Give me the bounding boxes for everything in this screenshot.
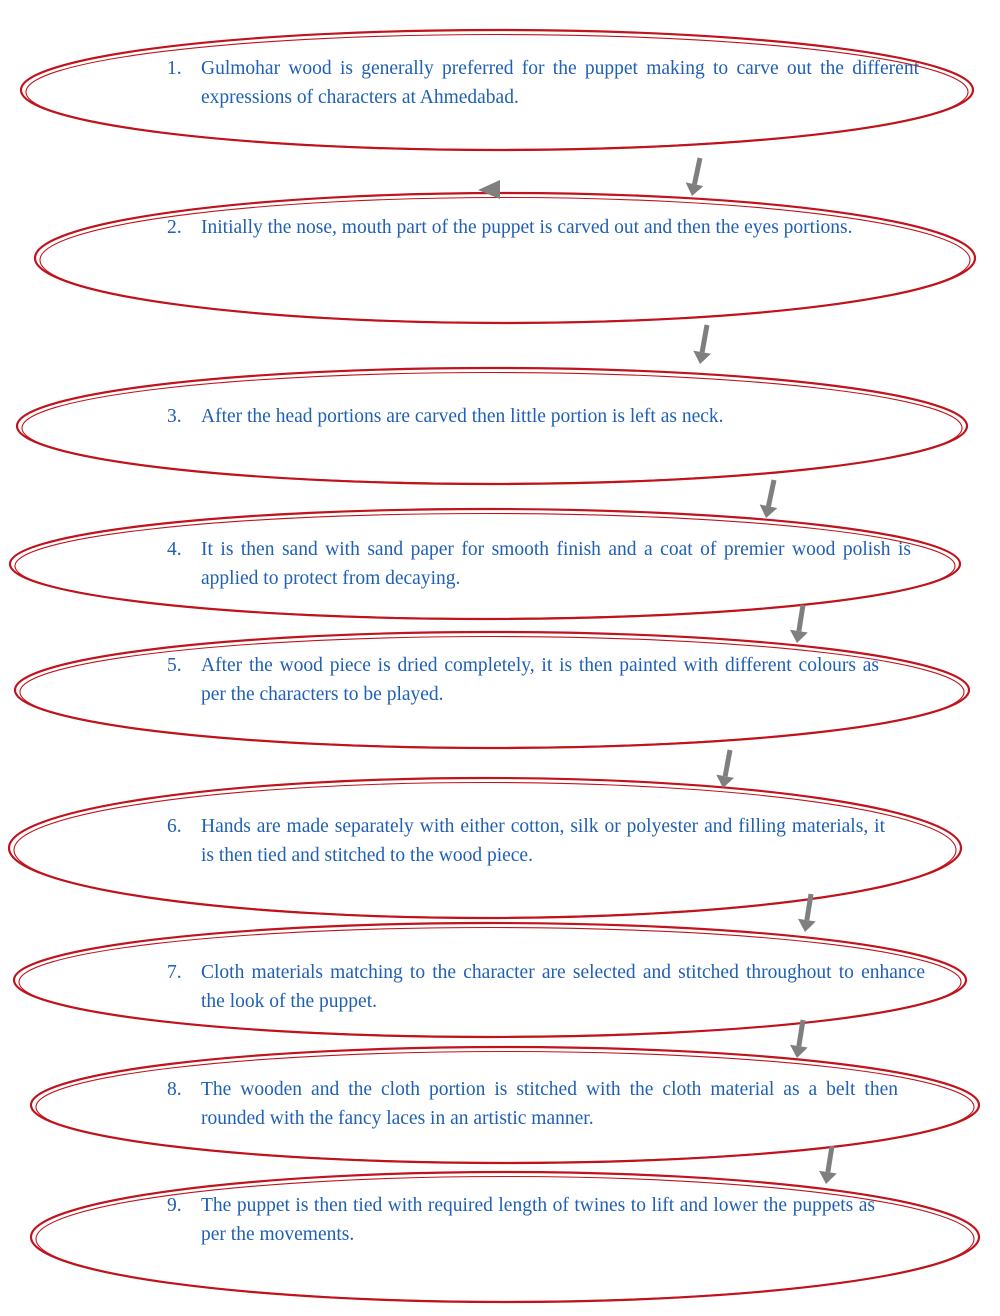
step-number: 5. (167, 655, 182, 676)
flow-arrow-1 (686, 158, 704, 196)
step-number: 8. (167, 1079, 182, 1100)
step-description: After the head portions are carved then little portion is left as neck. (201, 406, 724, 427)
flow-arrow-4 (790, 605, 808, 643)
step-6-text (167, 813, 885, 870)
flow-arrow-7 (790, 1020, 808, 1058)
flow-arrow-2 (693, 325, 711, 364)
flow-arrow-8 (819, 1146, 837, 1184)
step-description: Hands are made separately with either cotton, silk or polyester and filling materials, it is then tied and stitched to the wood piece. (201, 816, 885, 866)
step-number: 3. (167, 406, 182, 427)
step-description: The wooden and the cloth portion is stitched with the cloth material as a belt then rounded with the fancy laces in an artistic manner. (201, 1079, 898, 1129)
step-number: 1. (167, 58, 182, 79)
step-description: It is then sand with sand paper for smooth finish and a coat of premier wood polish is applied to protect from decaying. (201, 539, 911, 589)
step-description: Cloth materials matching to the character are selected and stitched throughout to enhance the look of the puppet. (201, 962, 925, 1012)
step-2-ellipse (35, 193, 975, 323)
step-2-text (167, 214, 890, 243)
step-description: After the wood piece is dried completely, it is then painted with different colours as per the characters to be played. (201, 655, 879, 705)
step-description: Gulmohar wood is generally preferred for the puppet making to carve out the different expressions of characters at Ahmedabad. (201, 58, 919, 108)
step-number: 6. (167, 816, 182, 837)
step-description: Initially the nose, mouth part of the puppet is carved out and then the eyes portions. (201, 217, 853, 238)
step-5-text (167, 652, 879, 709)
step-4-text (167, 536, 911, 593)
step-8-text (167, 1076, 898, 1133)
step-description: The puppet is then tied with required length of twines to lift and lower the puppets as per the movements. (201, 1195, 875, 1245)
step-9-text (167, 1192, 875, 1249)
step-number: 7. (167, 962, 182, 983)
step-7-text (167, 959, 925, 1016)
step-number: 2. (167, 217, 182, 238)
step-1-text (167, 55, 919, 112)
step-number: 9. (167, 1195, 182, 1216)
flow-arrow-5 (716, 750, 734, 788)
step-number: 4. (167, 539, 182, 560)
flow-arrow-3 (760, 480, 778, 518)
stray-arrowhead (478, 180, 500, 199)
step-3-text (167, 403, 867, 432)
